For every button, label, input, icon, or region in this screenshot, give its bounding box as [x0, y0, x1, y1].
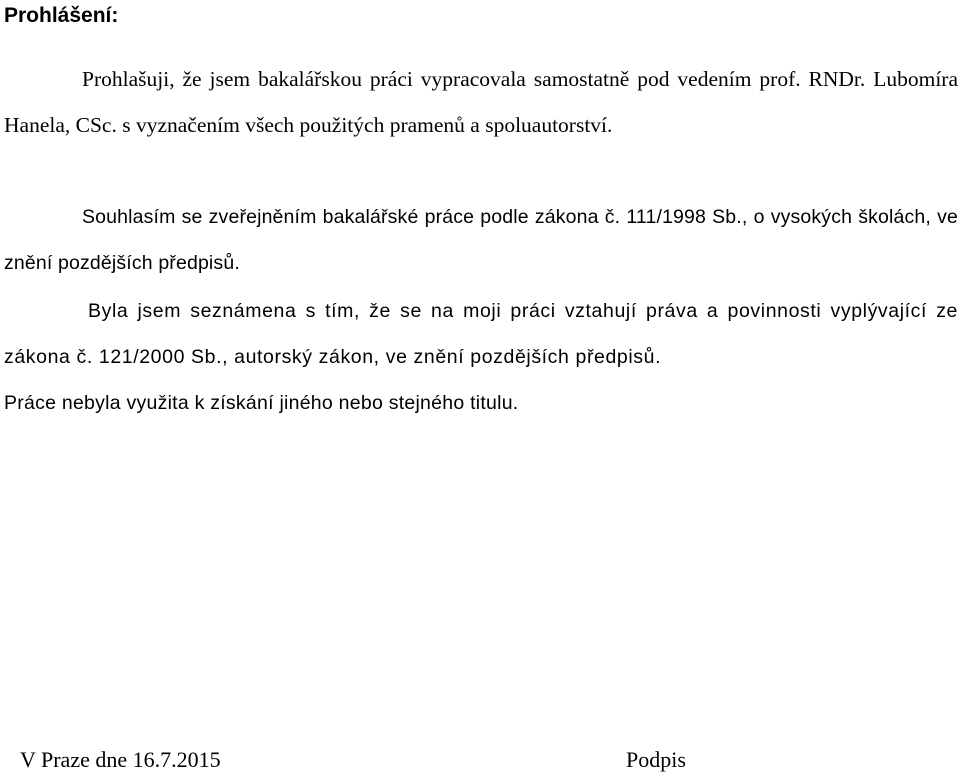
declaration-paragraph-title: Práce nebyla využita k získání jiného nebo stejného titulu. — [4, 392, 519, 414]
declaration-paragraph-copyright: Byla jsem seznámena s tím, že se na moji práci vztahují práva a povinnosti vyplývající ze zákona č. 121/2000 Sb., autorský zákon, ve znění pozdějších předpisů. — [4, 300, 958, 368]
signature-label: Podpis — [626, 747, 686, 772]
declaration-paragraph-authorship: Prohlašuji, že jsem bakalářskou práci vypracovala samostatně pod vedením prof. RNDr. Lubomíra Hanela, CSc. s vyznačením všech použitých pramenů a spoluautorství. — [4, 67, 958, 137]
place-and-date: V Praze dne 16.7.2015 — [20, 747, 221, 772]
declaration-paragraph-consent: Souhlasím se zveřejněním bakalářské práce podle zákona č. 111/1998 Sb., o vysokých školách, ve znění pozdějších předpisů. — [4, 206, 958, 274]
page-heading: Prohlášení: — [4, 4, 119, 27]
